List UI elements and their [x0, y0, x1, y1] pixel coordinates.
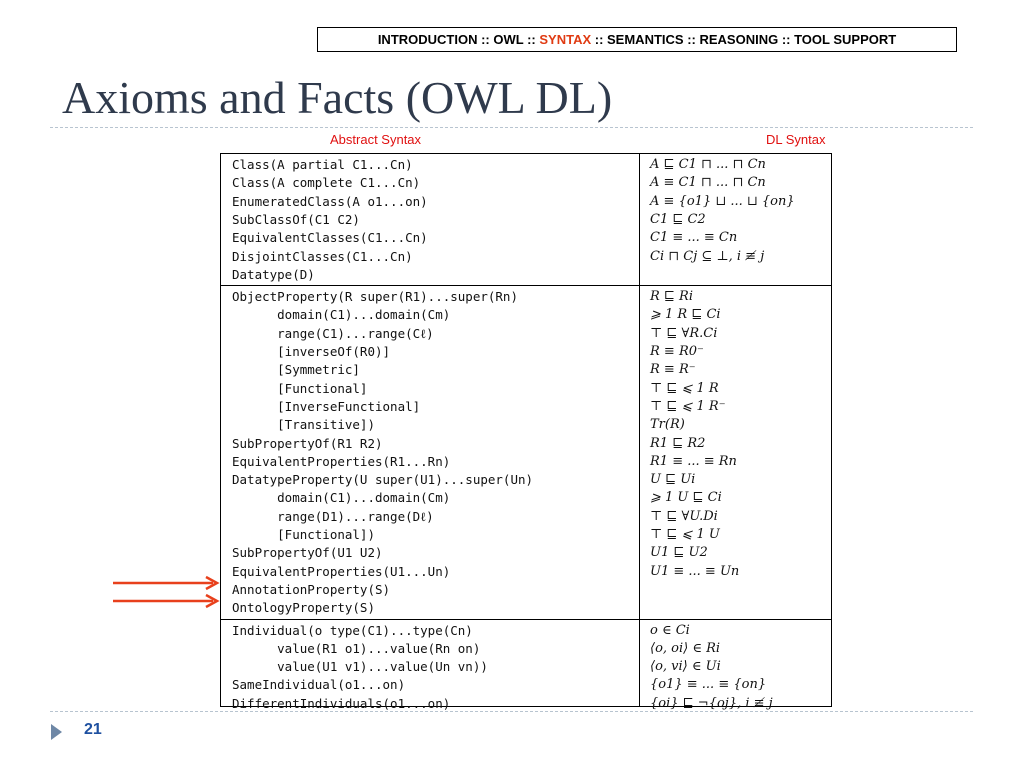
table-row [221, 508, 831, 526]
table-row [221, 416, 831, 434]
table-row [221, 544, 831, 562]
group-divider [221, 285, 831, 286]
abstract-syntax-cell: [Functional] [232, 380, 368, 396]
dl-syntax-cell: {o1} ≡ ... ≡ {on} [650, 677, 767, 693]
nav-reasoning: REASONING [699, 32, 779, 47]
abstract-syntax-cell: SubClassOf(C1 C2) [232, 211, 360, 227]
abstract-syntax-cell: OntologyProperty(S) [232, 600, 375, 616]
dl-syntax-cell: {oi} ⊑ ¬{oj}, i ≢ j [650, 695, 773, 711]
dl-syntax-cell: ⊤ ⊑ ⩽ 1 R⁻ [650, 398, 726, 414]
table-row [221, 599, 831, 617]
table-row [221, 453, 831, 471]
dl-syntax-cell: ⩾ 1 U ⊑ Ci [650, 490, 722, 506]
dl-syntax-header: DL Syntax [766, 132, 826, 147]
table-row [221, 229, 831, 247]
table-row [221, 174, 831, 192]
group-divider [221, 619, 831, 620]
nav-separator: :: [778, 32, 795, 47]
arrow-ontology-property [113, 593, 221, 609]
abstract-syntax-cell: SameIndividual(o1...on) [232, 677, 406, 693]
abstract-syntax-cell: domain(C1)...domain(Cm) [232, 490, 451, 506]
abstract-syntax-cell: Class(A complete C1...Cn) [232, 175, 421, 191]
nav-separator: :: [477, 32, 494, 47]
dl-syntax-cell: U1 ≡ ... ≡ Un [650, 563, 740, 579]
table-row [221, 156, 831, 174]
abstract-syntax-header: Abstract Syntax [330, 132, 422, 147]
abstract-syntax-cell: EquivalentProperties(U1...Un) [232, 563, 451, 579]
nav-separator: :: [523, 32, 540, 47]
nav-tool-support: TOOL SUPPORT [794, 32, 897, 47]
dl-syntax-cell: ⊤ ⊑ ⩽ 1 U [650, 527, 720, 542]
table-row [221, 288, 831, 306]
abstract-syntax-cell: EquivalentClasses(C1...Cn) [232, 230, 428, 246]
table-row [221, 380, 831, 398]
abstract-syntax-cell: range(C1)...range(Cℓ) [232, 325, 434, 341]
table-row [221, 695, 831, 713]
footer-triangle-icon [51, 724, 62, 740]
table-row [221, 471, 831, 489]
abstract-syntax-cell: DatatypeProperty(U super(U1)...super(Un) [232, 472, 534, 488]
dl-syntax-cell: R1 ⊑ R2 [650, 435, 706, 451]
dl-syntax-cell: Ci ⊓ Cj ⊆ ⊥, i ≢ j [650, 248, 765, 264]
abstract-syntax-cell: Datatype(D) [232, 266, 315, 282]
dl-syntax-cell: ⟨o, oi⟩ ∈ Ri [650, 640, 721, 656]
syntax-table [220, 153, 832, 711]
table-row [221, 248, 831, 266]
abstract-syntax-cell: Individual(o type(C1)...type(Cn) [232, 622, 473, 638]
section-nav-box [317, 27, 957, 52]
abstract-syntax-cell: EquivalentProperties(R1...Rn) [232, 453, 451, 469]
dl-syntax-cell: ⊤ ⊑ ∀U.Di [650, 508, 718, 524]
abstract-syntax-cell: domain(C1)...domain(Cm) [232, 307, 451, 323]
table-row [221, 581, 831, 599]
dl-syntax-cell: A ≡ C1 ⊓ ... ⊓ Cn [650, 175, 766, 191]
page-number: 21 [84, 721, 102, 738]
title-divider [50, 127, 973, 128]
table-row [221, 658, 831, 676]
dl-syntax-cell: R ⊑ Ri [650, 289, 693, 305]
table-row [221, 193, 831, 211]
abstract-syntax-cell: [Transitive]) [232, 417, 375, 433]
table-row [221, 343, 831, 361]
table-row [221, 211, 831, 229]
dl-syntax-cell: A ⊑ C1 ⊓ ... ⊓ Cn [650, 157, 766, 172]
arrow-annotation-property [113, 575, 221, 591]
dl-syntax-cell: R ≡ R0⁻ [650, 344, 704, 359]
table-row [221, 622, 831, 640]
table-row [221, 676, 831, 694]
nav-introduction: INTRODUCTION [377, 32, 478, 47]
dl-syntax-cell: ⩾ 1 R ⊑ Ci [650, 307, 721, 323]
abstract-syntax-cell: SubPropertyOf(R1 R2) [232, 435, 383, 451]
nav-syntax-active: SYNTAX [539, 32, 592, 47]
table-row [221, 398, 831, 416]
table-row [221, 266, 831, 284]
nav-owl: OWL [493, 32, 524, 47]
abstract-syntax-cell: ObjectProperty(R super(R1)...super(Rn) [232, 289, 518, 305]
abstract-syntax-cell: EnumeratedClass(A o1...on) [232, 193, 428, 209]
nav-separator: :: [591, 32, 608, 47]
table-row [221, 306, 831, 324]
abstract-syntax-cell: DisjointClasses(C1...Cn) [232, 248, 413, 264]
abstract-syntax-cell: [InverseFunctional] [232, 398, 421, 414]
abstract-syntax-cell: DifferentIndividuals(o1...on) [232, 695, 451, 711]
abstract-syntax-cell: [Functional]) [232, 527, 375, 542]
dl-syntax-cell: ⊤ ⊑ ∀R.Ci [650, 325, 718, 341]
dl-syntax-cell: C1 ≡ ... ≡ Cn [650, 230, 738, 246]
abstract-syntax-cell: [Symmetric] [232, 362, 360, 378]
footer-divider [50, 711, 973, 712]
table-row [221, 325, 831, 343]
dl-syntax-cell: R1 ≡ ... ≡ Rn [650, 453, 737, 469]
dl-syntax-cell: o ∈ Ci [650, 622, 690, 638]
table-row [221, 526, 831, 544]
nav-separator: :: [683, 32, 700, 47]
dl-syntax-cell: Tr(R) [650, 417, 685, 433]
abstract-syntax-cell: [inverseOf(R0)] [232, 344, 391, 359]
table-row [221, 489, 831, 507]
abstract-syntax-cell: value(U1 v1)...value(Un vn)) [232, 659, 488, 675]
abstract-syntax-cell: Class(A partial C1...Cn) [232, 157, 413, 172]
table-row [221, 361, 831, 379]
nav-semantics: SEMANTICS [607, 32, 684, 47]
dl-syntax-cell: R ≡ R⁻ [650, 362, 696, 378]
dl-syntax-cell: U ⊑ Ui [650, 472, 696, 488]
table-row [221, 435, 831, 453]
dl-syntax-cell: U1 ⊑ U2 [650, 545, 708, 561]
table-row [221, 640, 831, 658]
dl-syntax-cell: ⟨o, vi⟩ ∈ Ui [650, 659, 721, 675]
slide-title: Axioms and Facts (OWL DL) [62, 72, 613, 123]
dl-syntax-cell: C1 ⊑ C2 [650, 211, 706, 227]
dl-syntax-cell: ⊤ ⊑ ⩽ 1 R [650, 380, 719, 396]
abstract-syntax-cell: range(D1)...range(Dℓ) [232, 508, 434, 524]
abstract-syntax-cell: value(R1 o1)...value(Rn on) [232, 640, 481, 656]
dl-syntax-cell: A ≡ {o1} ⊔ ... ⊔ {on} [650, 193, 795, 209]
table-row [221, 563, 831, 581]
abstract-syntax-cell: SubPropertyOf(U1 U2) [232, 545, 383, 561]
abstract-syntax-cell: AnnotationProperty(S) [232, 581, 391, 597]
